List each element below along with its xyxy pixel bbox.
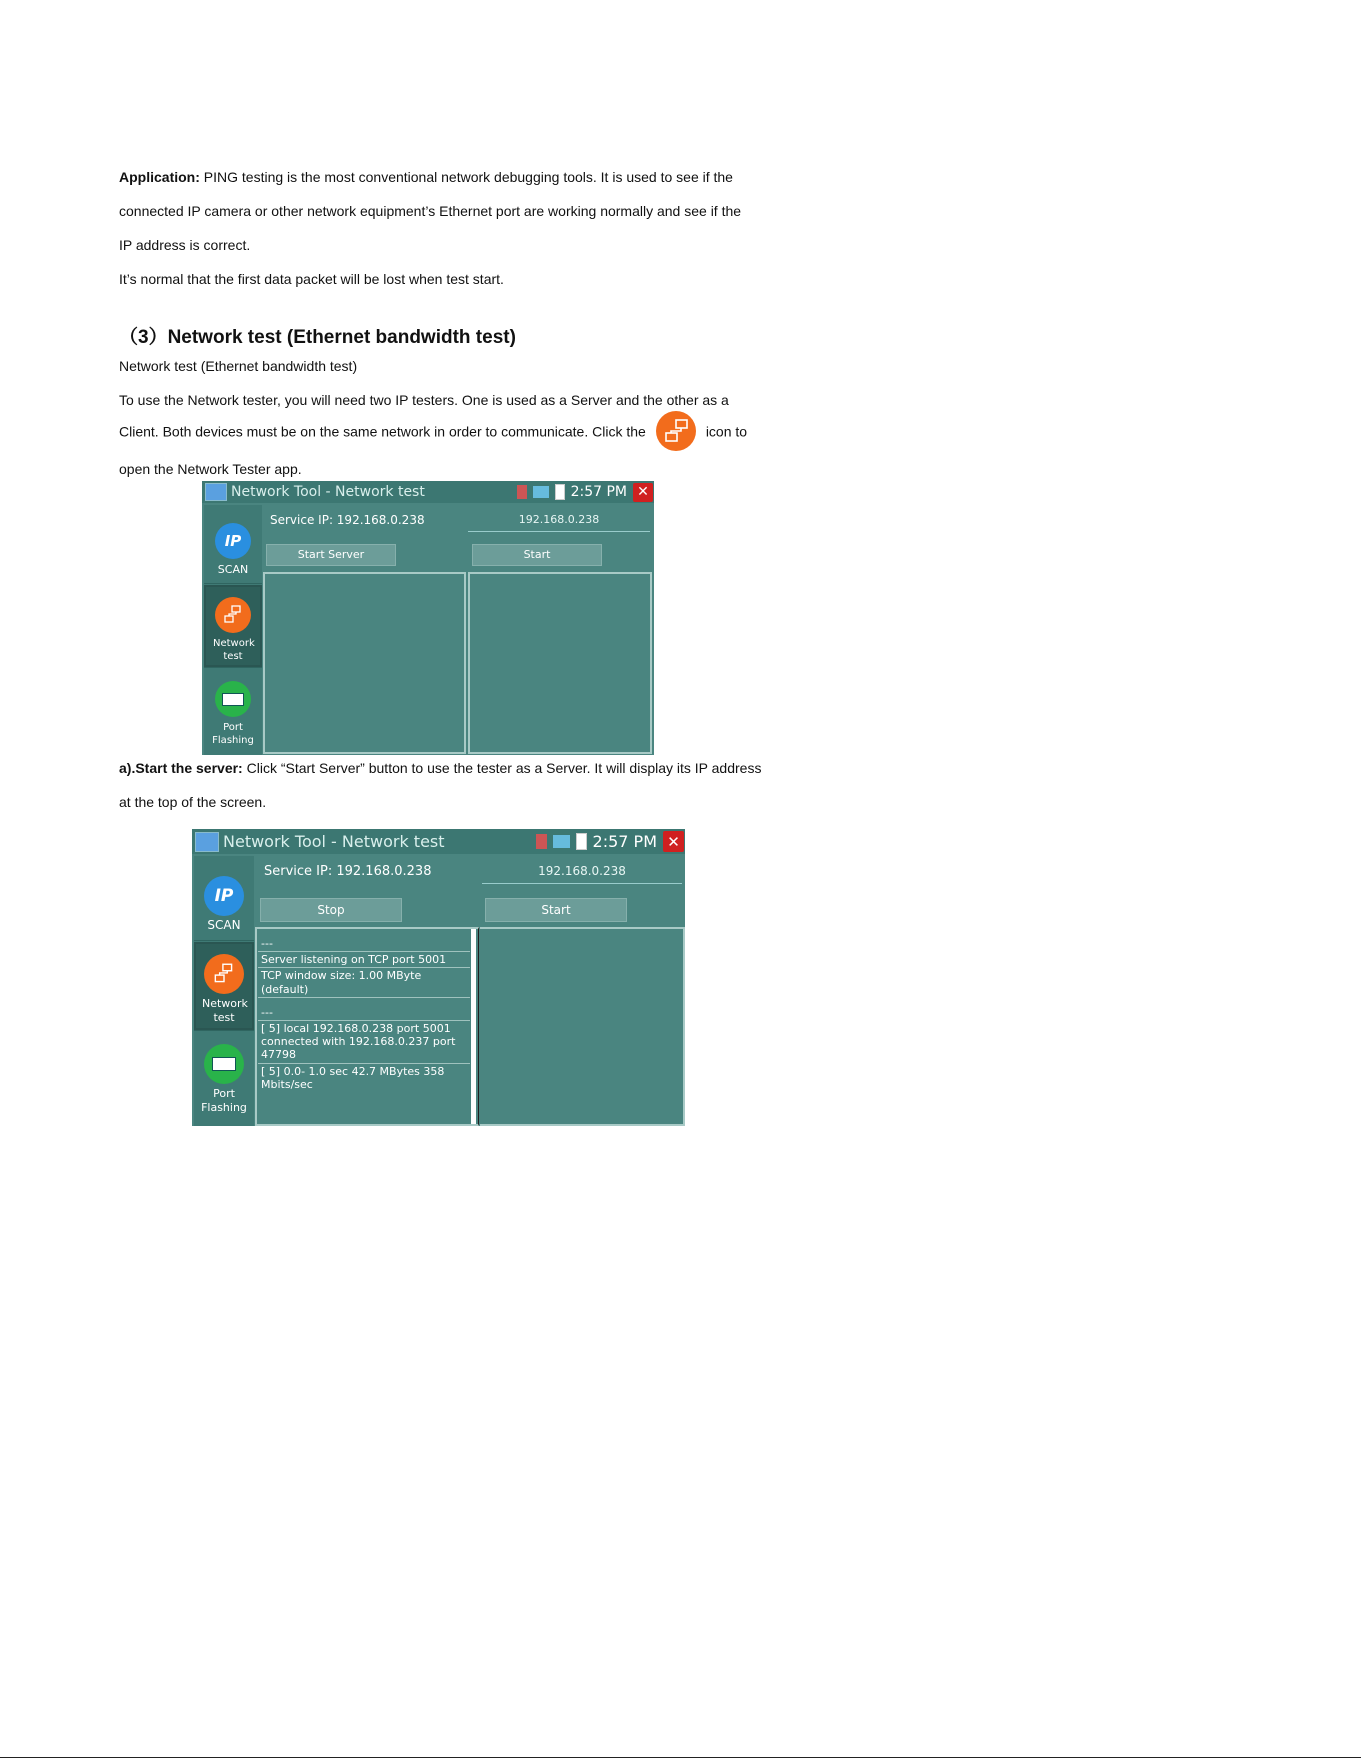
- nav-port-flashing[interactable]: [204, 669, 262, 755]
- intro-text-1: To use the Network tester, you will need two IP testers. One is used as a Server and the other as a: [119, 392, 729, 408]
- port-flashing-icon: [204, 1044, 244, 1084]
- network-test-screen-server-running: [192, 829, 685, 1126]
- server-log: [258, 929, 470, 1124]
- application-text-1: PING testing is the most conventional network debugging tools. It is used to see if the: [203, 169, 733, 185]
- log-line: [ 5] 0.0- 1.0 sec 42.7 MBytes 358 Mbits/sec: [261, 1064, 445, 1091]
- section-subheading: Network test (Ethernet bandwidth test): [119, 358, 358, 374]
- step-a-line-1: [119, 760, 761, 776]
- step-a-label: a).Start the server:: [119, 760, 243, 776]
- log-scrollbar[interactable]: [471, 929, 476, 1124]
- start-server-button[interactable]: Start Server: [266, 544, 396, 566]
- client-ip-input[interactable]: 192.168.0.238: [482, 864, 682, 884]
- stop-server-button[interactable]: Stop: [260, 898, 402, 922]
- network-status-icon: [553, 835, 570, 848]
- service-ip: Service IP: 192.168.0.238: [270, 513, 425, 527]
- app-logo-icon: [195, 832, 219, 852]
- section-heading: （3）Network test (Ethernet bandwidth test): [119, 327, 516, 348]
- clock: 2:57 PM: [570, 484, 627, 500]
- log-line: Server listening on TCP port 5001: [258, 952, 470, 968]
- clock: 2:57 PM: [592, 832, 657, 851]
- network-status-icon: [533, 486, 549, 498]
- device-icon: [517, 485, 527, 499]
- title-bar: [202, 481, 654, 503]
- nav-network-test-label: Network test: [202, 997, 248, 1024]
- page-footer-rule: [0, 1757, 1361, 1758]
- log-line: ---: [258, 929, 470, 952]
- intro-text-2a: Client. Both devices must be on the same network in order to communicate. Click the: [119, 423, 646, 440]
- nav-scan-label: SCAN: [217, 563, 249, 576]
- start-client-button[interactable]: Start: [485, 898, 627, 922]
- client-output-pane: [468, 572, 652, 754]
- network-test-icon: [215, 597, 251, 633]
- battery-icon: [576, 833, 587, 850]
- start-client-button[interactable]: Start: [472, 544, 602, 566]
- port-flashing-icon: [215, 681, 251, 717]
- log-line: TCP window size: 1.00 MByte (default): [258, 968, 470, 997]
- status-area: [536, 831, 685, 852]
- log-line: ---: [258, 998, 470, 1021]
- intro-line-2: [119, 413, 747, 453]
- sidebar: [204, 505, 262, 755]
- nav-network-test[interactable]: [194, 942, 254, 1031]
- server-output-pane: [263, 572, 466, 754]
- scan-icon: IP: [204, 876, 244, 916]
- nav-port-flashing-label: Port Flashing: [212, 722, 254, 746]
- window-title: Network Tool - Network test: [231, 484, 425, 500]
- client-ip-input[interactable]: 192.168.0.238: [468, 513, 650, 532]
- battery-icon: [555, 484, 565, 500]
- network-test-screen-initial: [202, 481, 654, 755]
- network-test-icon: [204, 954, 244, 994]
- nav-scan[interactable]: [204, 505, 262, 584]
- application-label: Application:: [119, 169, 200, 185]
- nav-scan-label: SCAN: [207, 918, 241, 932]
- device-icon: [536, 834, 547, 849]
- application-text-2: connected IP camera or other network equipment’s Ethernet port are working normally and see if the: [119, 203, 742, 219]
- nav-port-flashing-label: Port Flashing: [201, 1087, 247, 1114]
- intro-text-3: open the Network Tester app.: [119, 461, 302, 477]
- scan-icon: IP: [215, 523, 251, 559]
- intro-text-2b: icon to: [705, 423, 748, 440]
- status-area: [517, 483, 654, 502]
- step-a-text-2: at the top of the screen.: [119, 794, 267, 810]
- close-icon[interactable]: ✕: [633, 483, 653, 502]
- nav-port-flashing[interactable]: [194, 1032, 254, 1126]
- app-logo-icon: [205, 483, 227, 501]
- sidebar: [194, 856, 254, 1126]
- client-output-pane: [480, 927, 685, 1126]
- network-test-icon: [656, 411, 696, 451]
- service-ip: Service IP: 192.168.0.238: [264, 864, 432, 879]
- nav-scan[interactable]: [194, 856, 254, 941]
- nav-network-test-label: Network test: [213, 638, 255, 662]
- close-icon[interactable]: ✕: [663, 831, 684, 852]
- log-line: [ 5] local 192.168.0.238 port 5001 connected with 192.168.0.237 port 47798: [258, 1021, 470, 1064]
- title-bar: [192, 829, 685, 854]
- application-text-3: IP address is correct.: [119, 237, 251, 253]
- step-a-text-1: Click “Start Server” button to use the tester as a Server. It will display its IP address: [246, 760, 762, 776]
- application-paragraph-line1: [119, 169, 733, 185]
- nav-network-test[interactable]: [204, 585, 262, 668]
- packet-loss-note: It’s normal that the first data packet will be lost when test start.: [119, 271, 504, 287]
- window-title: Network Tool - Network test: [223, 832, 445, 851]
